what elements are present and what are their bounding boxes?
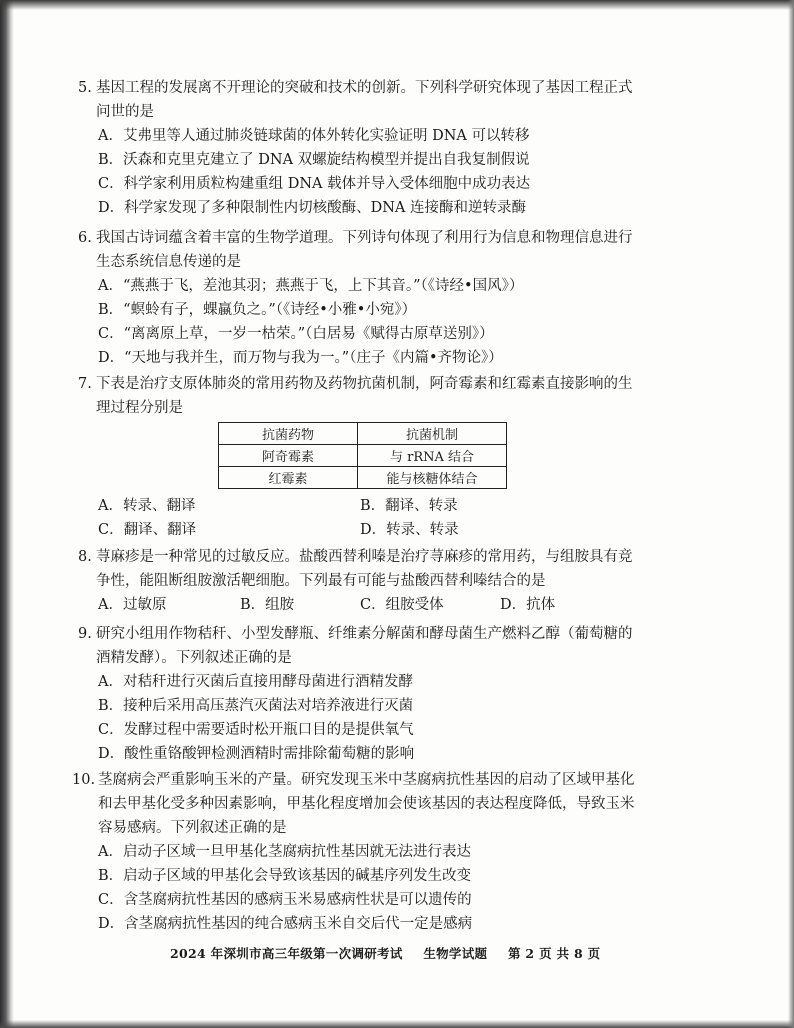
table-header-row — [219, 423, 507, 445]
question-number: 9. — [78, 626, 92, 642]
option-b: B．“螟蛉有子，蜾蠃负之。”（《诗经•小雅•小宛》） — [98, 302, 417, 318]
option-b: B．翻译、转录 — [360, 498, 458, 514]
option-b: B．组胺 — [240, 597, 295, 613]
antibacterial-table — [218, 422, 507, 489]
question-10 — [72, 768, 652, 936]
option-d: D．含茎腐病抗性基因的纯合感病玉米自交后代一定是感病 — [98, 916, 473, 932]
option-c: C．科学家利用质粒构建重组 DNA 载体并导入受体细胞中成功表达 — [98, 176, 531, 192]
question-5 — [78, 76, 658, 220]
question-stem: 我国古诗词蕴含着丰富的生物学道理。下列诗句体现了利用行为信息和物理信息进行 — [96, 230, 633, 246]
question-stem: 下表是治疗支原体肺炎的常用药物及药物抗菌机制，阿奇霉素和红霉素直接影响的生 — [96, 376, 633, 392]
question-7 — [78, 372, 658, 420]
question-number: 7. — [78, 376, 92, 392]
question-6 — [78, 226, 658, 370]
table-row — [219, 445, 507, 467]
page-footer — [170, 944, 616, 962]
option-d: D．科学家发现了多种限制性内切核酸酶、DNA 连接酶和逆转录酶 — [98, 200, 527, 216]
option-d: D．酸性重铬酸钾检测酒精时需排除葡萄糖的影响 — [98, 746, 415, 762]
option-a: A．“燕燕于飞，差池其羽；燕燕于飞，上下其音。”（《诗经•国风》） — [98, 278, 524, 294]
subject-title: 生物学试题 — [423, 946, 488, 961]
question-number: 10. — [72, 772, 96, 788]
question-stem: 基因工程的发展离不开理论的突破和技术的创新。下列科学研究体现了基因工程正式 — [96, 80, 633, 96]
scan-shadow-bottom — [0, 1020, 794, 1028]
question-stem-cont: 容易感病。下列叙述正确的是 — [98, 820, 287, 836]
option-d: D．抗体 — [500, 597, 556, 613]
option-b: B．启动子区域的甲基化会导致该基因的碱基序列发生改变 — [98, 868, 472, 884]
table-cell: 能与核糖体结合 — [358, 467, 507, 489]
option-c: C．发酵过程中需要适时松开瓶口目的是提供氧气 — [98, 722, 414, 738]
option-c: C．“离离原上草，一岁一枯荣。”（白居易《赋得古原草送别》） — [98, 326, 494, 342]
scan-shadow-left — [0, 0, 14, 1028]
table-cell: 与 rRNA 结合 — [358, 445, 507, 467]
question-stem-cont: 生态系统信息传递的是 — [96, 254, 241, 270]
question-stem-cont: 酒精发酵）。下列叙述正确的是 — [96, 650, 292, 666]
option-d: D．转录、转录 — [360, 522, 459, 538]
option-a: A．转录、翻译 — [98, 498, 196, 514]
option-c: C．组胺受体 — [360, 597, 444, 613]
question-stem-cont: 和去甲基化受多种因素影响，甲基化程度增加会使该基因的表达程度降低，导致玉米 — [98, 796, 635, 812]
option-b: B．沃森和克里克建立了 DNA 双螺旋结构模型并提出自我复制假说 — [98, 152, 530, 168]
question-stem-cont: 理过程分别是 — [96, 400, 183, 416]
page-number: 第 2 页 共 8 页 — [507, 946, 601, 961]
table-cell: 阿奇霉素 — [219, 445, 358, 467]
option-a: A．过敏原 — [98, 597, 167, 613]
option-a: A．对秸秆进行灭菌后直接用酵母菌进行酒精发酵 — [98, 674, 413, 690]
question-9 — [78, 622, 658, 766]
question-number: 8. — [78, 549, 92, 565]
option-d: D．“天地与我并生，而万物与我为一。”（庄子《内篇•齐物论》） — [98, 350, 503, 366]
exam-title: 2024 年深圳市高三年级第一次调研考试 — [170, 946, 403, 961]
option-c: C．翻译、翻译 — [98, 522, 197, 538]
question-stem: 研究小组用作物秸秆、小型发酵瓶、纤维素分解菌和酵母菌生产燃料乙醇（葡萄糖的 — [96, 626, 633, 642]
question-number: 6. — [78, 230, 92, 246]
option-c: C．含茎腐病抗性基因的感病玉米易感病性状是可以遗传的 — [98, 892, 472, 908]
scan-shadow-right — [788, 0, 794, 1028]
question-number: 5. — [78, 80, 92, 96]
option-a: A．启动子区域一旦甲基化茎腐病抗性基因就无法进行表达 — [98, 844, 471, 860]
table-header-cell: 抗菌机制 — [358, 423, 507, 445]
question-stem: 茎腐病会严重影响玉米的产量。研究发现玉米中茎腐病抗性基因的启动了区域甲基化 — [98, 772, 635, 788]
question-stem-cont: 问世的是 — [96, 104, 154, 120]
table-header-cell: 抗菌药物 — [219, 423, 358, 445]
option-a: A．艾弗里等人通过肺炎链球菌的体外转化实验证明 DNA 可以转移 — [98, 128, 530, 144]
table-cell: 红霉素 — [219, 467, 358, 489]
question-7-options — [78, 494, 658, 542]
table-row — [219, 467, 507, 489]
question-8 — [78, 545, 658, 617]
question-stem-cont: 争性，能阻断组胺激活靶细胞。下列最有可能与盐酸西替利嗪结合的是 — [96, 573, 546, 589]
scan-shadow-top — [0, 0, 794, 10]
option-b: B．接种后采用高压蒸汽灭菌法对培养液进行灭菌 — [98, 698, 414, 714]
question-stem: 荨麻疹是一种常见的过敏反应。盐酸西替利嗪是治疗荨麻疹的常用药，与组胺具有竞 — [96, 549, 633, 565]
